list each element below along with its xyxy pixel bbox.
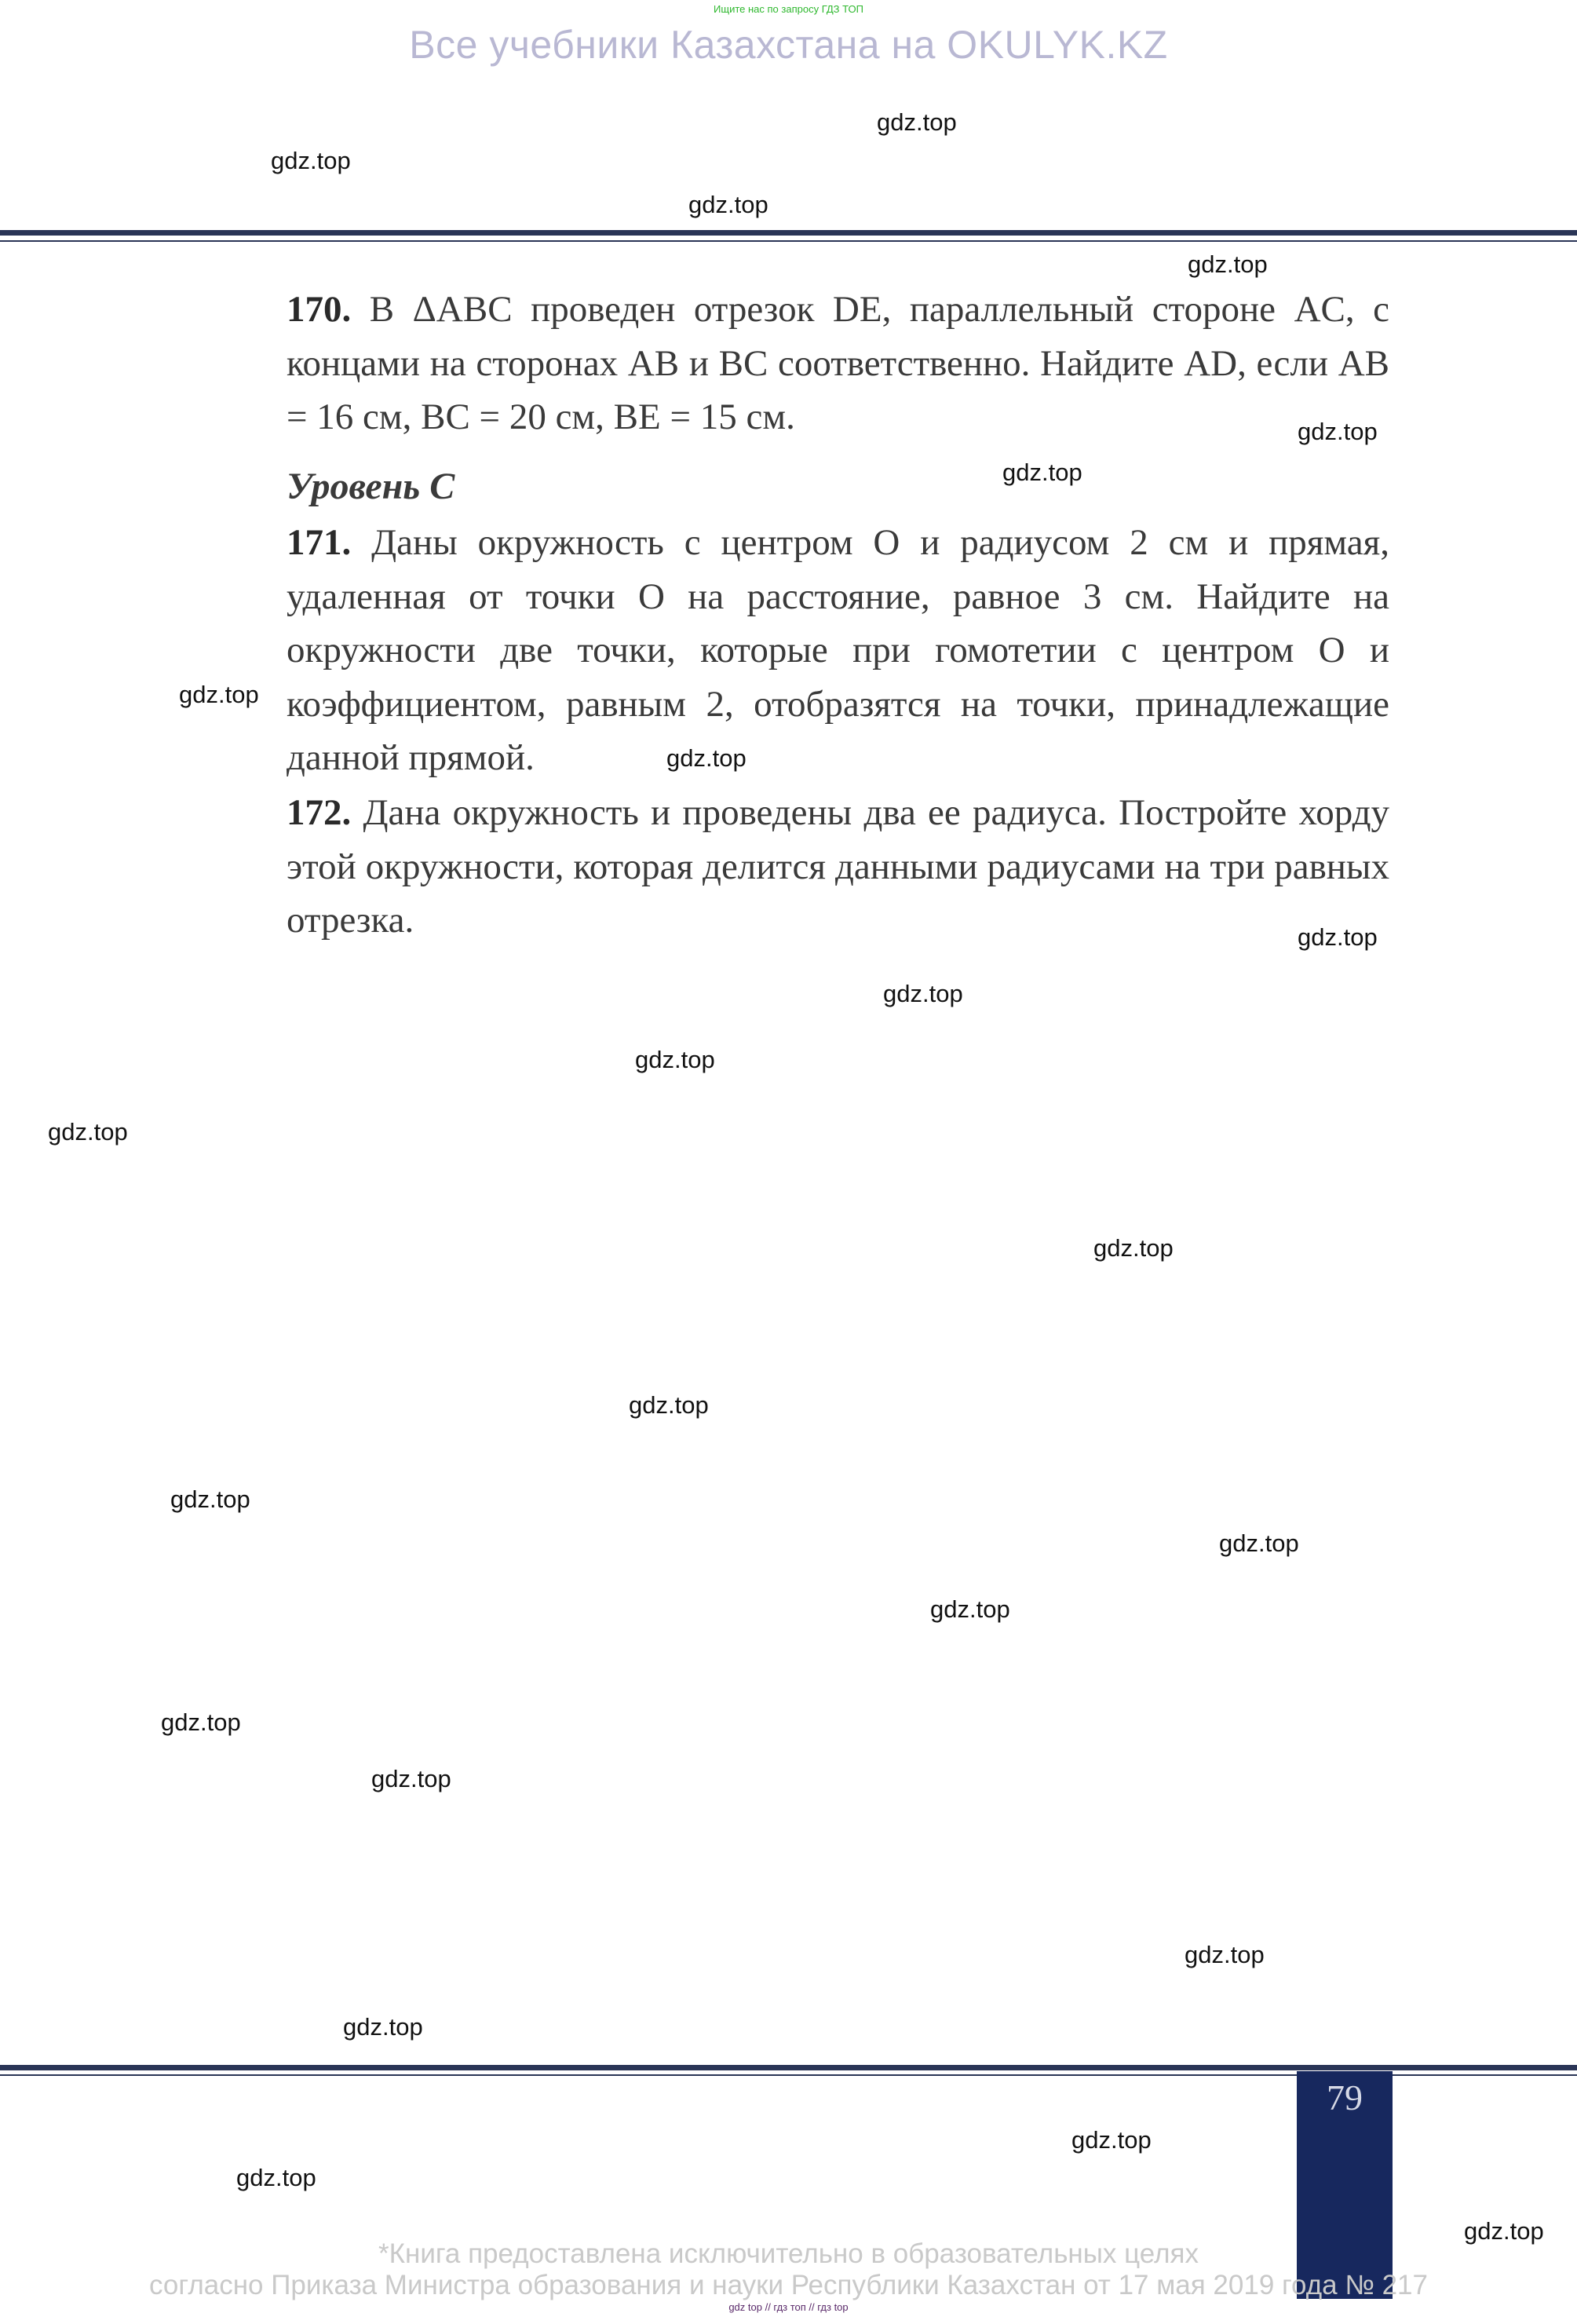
problem-170 [287, 283, 1389, 444]
problem-170-text: В ΔABC проведен отрезок DE, параллельный стороне AC, с концами на сторонах AB и BC соответственно. Найдите AD, если AB = 16 см, BC = 20 см, BE = 15 см. [287, 289, 1390, 437]
watermark: gdz.top [48, 1118, 128, 1146]
watermark: gdz.top [1071, 2126, 1152, 2154]
level-heading: Уровень С [287, 466, 455, 507]
watermark: gdz.top [1093, 1234, 1174, 1262]
watermark: gdz.top [877, 108, 957, 136]
watermark: gdz.top [371, 1765, 451, 1792]
watermark: gdz.top [1298, 923, 1378, 951]
watermark: gdz.top [1298, 418, 1378, 445]
watermark: gdz.top [688, 191, 768, 218]
watermark: gdz.top [930, 1595, 1010, 1623]
watermark: gdz.top [629, 1391, 709, 1419]
footer-line-1: *Книга предоставлена исключительно в образовательных целях [378, 2238, 1199, 2269]
watermark: gdz.top [179, 681, 259, 708]
problem-171 [287, 516, 1389, 785]
bottom-note: gdz top // гдз топ // гдз top [728, 2301, 849, 2313]
problem-172-number: 172. [287, 792, 352, 833]
problem-172 [287, 786, 1389, 948]
watermark: gdz.top [170, 1485, 250, 1513]
problem-172-text: Дана окружность и проведены два ее радиуса. Постройте хорду этой окружности, которая делится данными радиусами на три равных отрезка. [287, 792, 1389, 941]
watermark: gdz.top [1219, 1529, 1299, 1557]
watermark: gdz.top [343, 2013, 423, 2041]
watermark: gdz.top [236, 2164, 316, 2191]
site-banner: Все учебники Казахстана на OKULYK.KZ [409, 23, 1168, 67]
header-rule-thick [0, 230, 1577, 236]
watermark: gdz.top [1185, 1941, 1265, 1968]
problem-171-text: Даны окружность с центром O и радиусом 2 см и прямая, удаленная от точки O на расстояние, равное 3 см. Найдите на окружности две точки, которые при гомотетии с центром O и коэффициентом, равным 2, отобразятся на точки, принадлежащие данной прямой. [287, 522, 1390, 778]
footer-line-2: согласно Приказа Министра образования и науки Республики Казахстан от 17 мая 2019 года № 217 [148, 2270, 1428, 2300]
page-number: 79 [1327, 2077, 1363, 2118]
watermark: gdz.top [666, 744, 747, 772]
watermark: gdz.top [883, 980, 963, 1007]
watermark: gdz.top [1002, 459, 1082, 486]
watermark: gdz.top [1464, 2217, 1544, 2245]
problem-170-number: 170. [287, 289, 352, 330]
footer-rule-thick [0, 2065, 1577, 2070]
watermark: gdz.top [635, 1046, 715, 1073]
watermark: gdz.top [161, 1708, 241, 1736]
top-search-note: Ищите нас по запросу ГДЗ ТОП [714, 3, 863, 15]
watermark: gdz.top [1188, 250, 1268, 278]
header-rule-thin [0, 240, 1577, 242]
watermark: gdz.top [271, 147, 351, 174]
problem-171-number: 171. [287, 522, 352, 563]
